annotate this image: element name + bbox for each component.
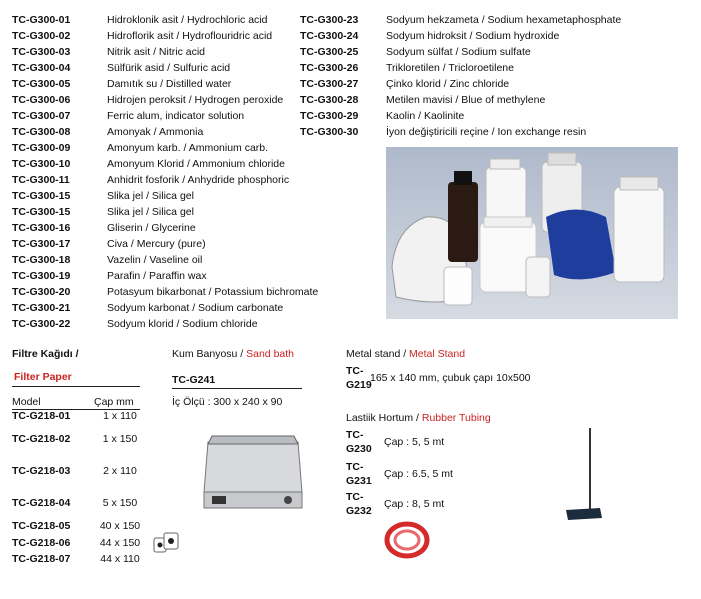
chemical-name: Amonyum karb. / Ammonium carb. [107,142,269,154]
chemical-code: TC-G300-10 [12,158,71,170]
filter-paper-size: 5 x 150 [102,497,138,509]
chemical-code: TC-G300-26 [300,62,359,74]
sand-bath-image [198,432,308,512]
chemical-row [12,284,318,300]
filter-paper-row [12,537,150,549]
rubber-tubing-image [384,520,430,560]
tubing-row [346,490,546,520]
chemical-row [300,92,545,108]
chemical-name: Sodyum hidroksit / Sodium hydroxide [386,30,560,42]
chemical-code: TC-G300-01 [12,14,71,26]
metal-stand-title-tr: Metal stand / [346,348,407,360]
chemical-code: TC-G300-27 [300,78,359,90]
filter-paper-row [12,497,150,509]
filter-paper-size: 44 x 150 [99,537,141,549]
metal-stand-desc: 165 x 140 mm, çubuk çapı 10x500 [370,372,531,384]
chemical-name: Potasyum bikarbonat / Potassium bichromate [107,286,319,298]
chemical-code: TC-G300-06 [12,94,71,106]
filter-paper-code: TC-G218-02 [12,433,71,445]
tubing-desc: Çap : 5, 5 mt [384,436,445,448]
chemical-row [12,172,289,188]
chemical-name: Amonyum Klorid / Ammonium chloride [107,158,285,170]
chemical-row [12,76,231,92]
chemical-code: TC-G300-05 [12,78,71,90]
chemical-code: TC-G300-24 [300,30,359,42]
chemical-name: Gliserin / Glycerine [107,222,196,234]
chemical-code: TC-G300-15 [12,206,71,218]
filter-paper-code: TC-G218-07 [12,553,71,565]
chemical-name: Çinko klorid / Zinc chloride [386,78,510,90]
chemical-code: TC-G300-04 [12,62,71,74]
chemical-code: TC-G300-19 [12,270,71,282]
chemical-name: Hidrojen peroksit / Hydrogen peroxide [107,94,284,106]
sand-bath-title-tr: Kum Banyosu / [172,348,244,360]
tubing-code-b: G232 [346,505,372,517]
chemical-row [12,108,244,124]
chemical-name: Parafin / Paraffin wax [107,270,207,282]
chemical-row [300,44,531,60]
chemical-row [12,60,230,76]
tubing-desc: Çap : 6.5, 5 mt [384,468,453,480]
chemical-name: Sülfürik asid / Sulfuric acid [107,62,231,74]
chemical-row [300,60,514,76]
chemical-code: TC-G300-18 [12,254,71,266]
chemical-code: TC-G300-25 [300,46,359,58]
chemical-name: Anhidrit fosforik / Anhydride phosphoric [107,174,290,186]
chemical-name: Metilen mavisi / Blue of methylene [386,94,546,106]
sand-bath-title [172,348,294,360]
chemical-code: TC-G300-02 [12,30,71,42]
chemical-row [300,28,559,44]
tubing-code-a: TC- [346,429,364,441]
chemical-name: Nitrik asit / Nitric acid [107,46,206,58]
chemical-code: TC-G300-08 [12,126,71,138]
chemical-code: TC-G300-28 [300,94,359,106]
filter-paper-code: TC-G218-01 [12,410,71,422]
chemical-row [12,124,203,140]
tubing-row [346,428,546,458]
chemical-name: Hidroflorik asit / Hydroflouridric acid [107,30,273,42]
chemical-name: Civa / Mercury (pure) [107,238,206,250]
chemical-name: Trikloretilen / Tricloroetilene [386,62,514,74]
filter-paper-row [12,553,150,565]
metal-stand-code-a: TC- [346,365,364,377]
tubing-title-en: Rubber Tubing [421,412,491,424]
chemical-row [300,124,586,140]
tubing-code [346,490,370,518]
chemical-row [12,44,205,60]
chemical-row [12,188,194,204]
metal-stand-code-b: G219 [346,379,372,391]
chemical-row [12,12,267,28]
filter-paper-size: 1 x 110 [103,410,137,422]
chemical-row [12,220,196,236]
sand-bath-rule [172,388,302,389]
filter-paper-title-en: Filter Paper [14,371,72,383]
filter-paper-row [12,465,150,477]
filter-paper-code: TC-G218-03 [12,465,71,477]
chemical-name: Hidroklonik asit / Hydrochloric acid [107,14,268,26]
filter-paper-image [150,530,182,556]
chemical-row [300,76,509,92]
tubing-title [346,412,491,424]
sand-bath-code: TC-G241 [172,374,216,386]
tubing-code-a: TC- [346,461,364,473]
chemical-row [12,252,202,268]
chemical-name: Vazelin / Vaseline oil [107,254,203,266]
chemical-name: Slika jel / Silica gel [107,190,194,202]
chemical-name: Ferric alum, indicator solution [107,110,245,122]
chemical-code: TC-G300-17 [12,238,71,250]
filter-header-rule [12,386,140,387]
chemical-row [12,268,207,284]
chemical-row [12,300,283,316]
chemical-code: TC-G300-03 [12,46,71,58]
tubing-code-a: TC- [346,491,364,503]
filter-paper-size: 44 x 110 [100,553,140,565]
chemical-name: Sodyum sülfat / Sodium sulfate [386,46,531,58]
chemicals-photo [386,147,678,319]
chemical-name: Sodyum hekzameta / Sodium hexametaphosphate [386,14,622,26]
filter-paper-size: 2 x 110 [103,465,137,477]
filter-col-model: Model [12,396,41,408]
chemical-row [12,316,258,332]
chemical-code: TC-G300-09 [12,142,71,154]
filter-paper-size: 1 x 150 [102,433,138,445]
metal-stand-title [346,348,465,360]
chemical-row [300,108,464,124]
metal-stand-title-en: Metal Stand [409,348,466,360]
chemical-code: TC-G300-16 [12,222,71,234]
sand-bath-title-en: Sand bath [246,348,295,360]
chemical-code: TC-G300-11 [12,174,70,186]
chemical-code: TC-G300-22 [12,318,71,330]
filter-paper-code: TC-G218-06 [12,537,71,549]
tubing-title-tr: Lastiik Hortum / [346,412,419,424]
chemical-code: TC-G300-29 [300,110,359,122]
metal-stand-code [346,364,372,392]
chemical-row [300,12,621,28]
chemical-name: Damıtık su / Distilled water [107,78,232,90]
chemical-name: İyon değiştiricili reçine / Ion exchange resin [386,126,587,138]
chemical-name: Sodyum klorid / Sodium chloride [107,318,258,330]
filter-paper-size: 40 x 150 [99,520,141,532]
chemical-code: TC-G300-21 [12,302,71,314]
filter-paper-code: TC-G218-04 [12,497,71,509]
chemical-code: TC-G300-23 [300,14,359,26]
filter-paper-code: TC-G218-05 [12,520,71,532]
chemical-row [12,28,272,44]
chemical-name: Amonyak / Ammonia [107,126,204,138]
tubing-code-b: G231 [346,475,372,487]
chemical-row [12,92,283,108]
filter-paper-row [12,410,150,422]
chemical-code: TC-G300-15 [12,190,71,202]
chemical-code: TC-G300-30 [300,126,359,138]
chemical-code: TC-G300-07 [12,110,71,122]
sand-bath-dims: İç Ölçü : 300 x 240 x 90 [172,396,283,408]
metal-stand-image [560,424,610,524]
chemical-row [12,204,194,220]
filter-col-size: Çap mm [94,396,134,408]
tubing-code-b: G230 [346,443,372,455]
filter-paper-title-tr: Filtre Kağıdı / [12,348,79,360]
tubing-desc: Çap : 8, 5 mt [384,498,445,510]
chemical-row [12,236,206,252]
filter-paper-row [12,433,150,445]
chemical-row [12,140,268,156]
tubing-code [346,428,370,456]
filter-paper-row [12,520,150,532]
chemical-name: Slika jel / Silica gel [107,206,194,218]
chemical-row [12,156,285,172]
chemical-name: Kaolin / Kaolinite [386,110,465,122]
tubing-row [346,460,546,490]
chemical-name: Sodyum karbonat / Sodium carbonate [107,302,284,314]
tubing-code [346,460,370,488]
chemical-code: TC-G300-20 [12,286,71,298]
